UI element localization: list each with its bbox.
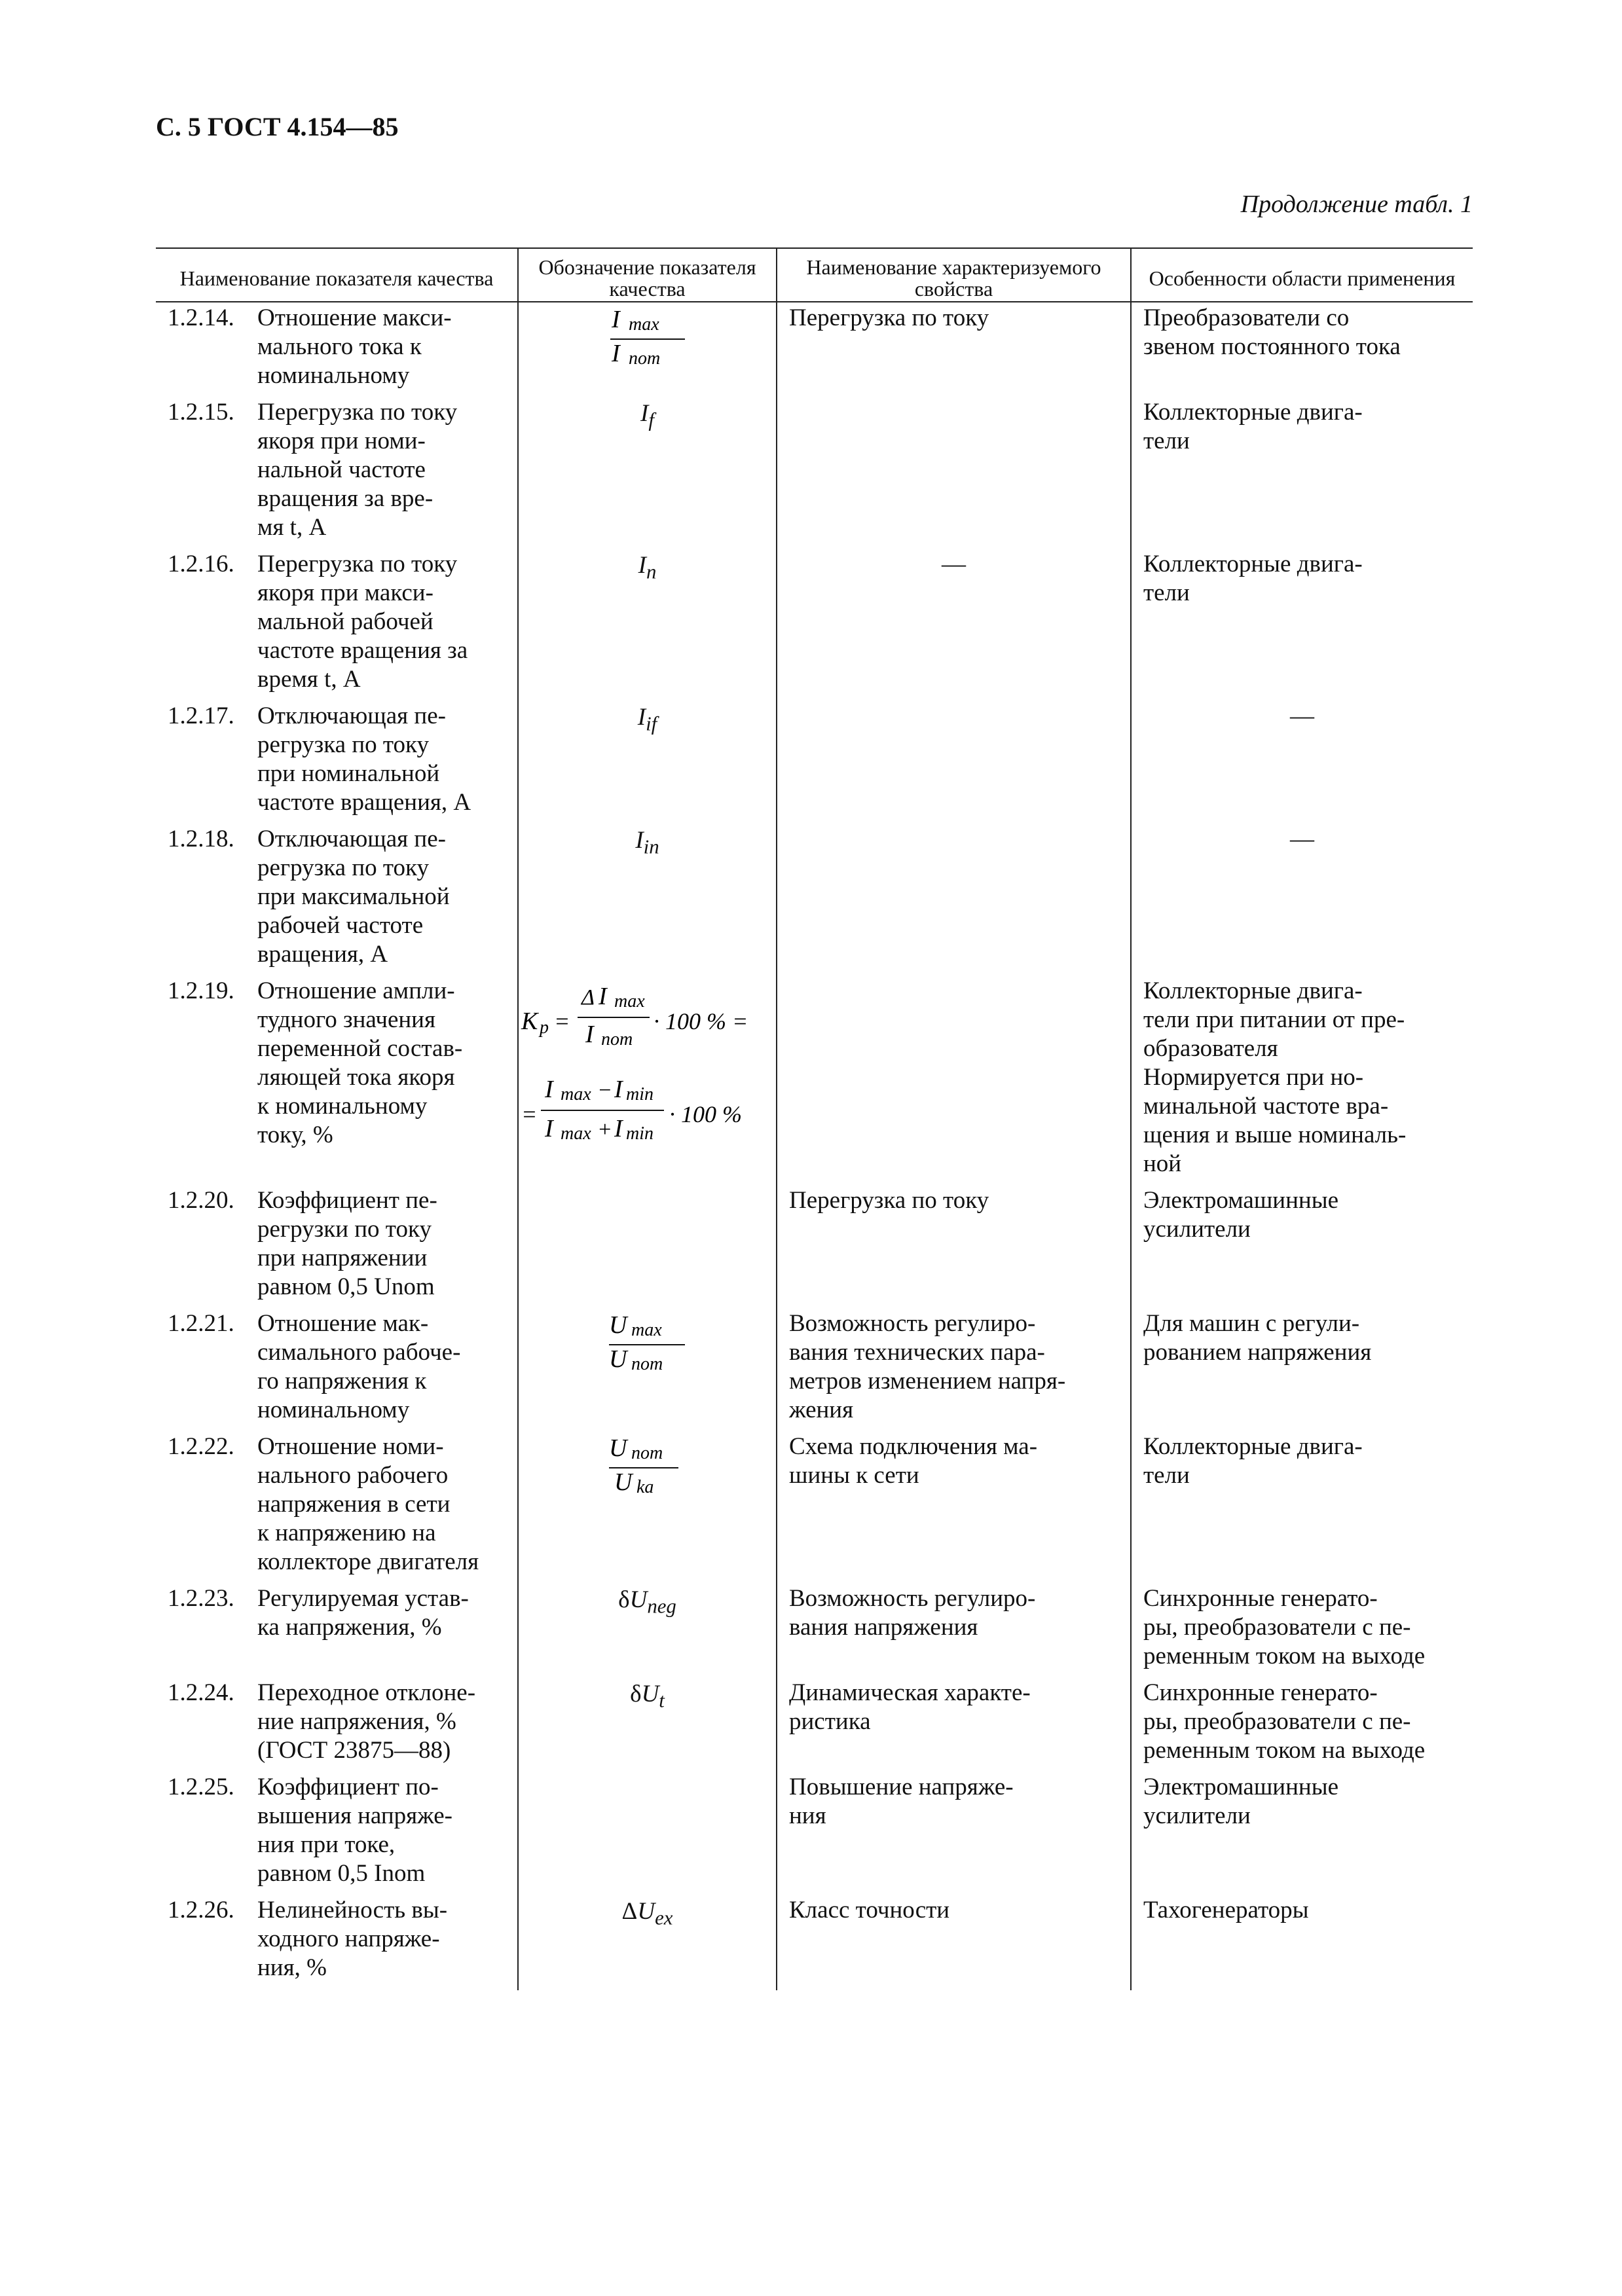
svg-text:nom: nom [600,1029,633,1049]
col-header-name: Наименование показателя качества [156,248,518,302]
row-property: Возможность регулиро- вания напряжения [789,1585,1036,1641]
svg-text:I: I [598,983,607,1010]
row-number: 1.2.18. [168,826,234,852]
svg-text:=: = [553,1008,570,1034]
table-row [156,302,1473,398]
svg-text:=: = [521,1101,537,1127]
row-feature: Преобразователи со звеном постоянного тока [1143,304,1401,360]
row-name: Отключающая пе- регрузка по току при максимальной рабочей частоте вращения, А [257,826,450,968]
row-name: Отношение мак- симального рабоче- го напряжения к номинальному [257,1310,461,1423]
row-property: Схема подключения ма- шины к сети [789,1433,1038,1489]
row-feature: Синхронные генерато- ры, преобразователи с пе- ременным током на выходе [1143,1679,1426,1764]
row-feature: — [1290,702,1314,729]
row-number: 1.2.26. [168,1897,234,1923]
row-name: Перегрузка по току якоря при макси- мальной рабочей частоте вращения за время t, А [257,551,468,693]
table-row [156,1309,1473,1432]
row-number: 1.2.20. [168,1187,234,1214]
row-number: 1.2.16. [168,551,234,577]
row-name: Переходное отклоне- ние напряжения, % (ГОСТ 23875—88) [257,1679,476,1764]
row-symbol: $\delta U_{neg}$ [518,1584,777,1679]
svg-text:nom: nom [628,348,660,369]
table-row [156,1186,1473,1309]
row-feature: Синхронные генерато- ры, преобразователи с пе- ременным током на выходе [1143,1585,1426,1669]
svg-text:U: U [608,1345,627,1373]
row-name: Отношение номи- нального рабочего напряжения в сети к напряжению на коллекторе двигателя [257,1433,479,1575]
row-name: Коэффициент пе- регрузки по току при напряжении равном 0,5 Unom [257,1187,437,1300]
row-property: — [942,551,966,577]
formula-umax-over-unom [605,1309,690,1375]
col-header-property: Наименование характеризуемого свойства [777,248,1131,302]
row-number: 1.2.14. [168,304,234,331]
table-row [156,825,1473,977]
row-symbol: $I_f$ [518,398,777,550]
col-header-feature: Особенности области применения [1131,248,1473,302]
svg-text:nom: nom [631,1354,663,1374]
row-symbol [518,977,777,1186]
svg-text:р: р [539,1017,549,1038]
table-row [156,398,1473,550]
table-row [156,1896,1473,1990]
svg-text:max: max [560,1123,591,1144]
row-property: Перегрузка по току [789,1187,989,1214]
svg-text:max: max [614,991,645,1011]
page-header: С. 5 ГОСТ 4.154—85 [156,112,399,141]
row-property: Возможность регулиро- вания технических пара- метров изменением напря- жения [789,1310,1066,1423]
svg-text:max: max [631,1320,662,1340]
svg-text:I: I [544,1076,553,1103]
table-row [156,1432,1473,1584]
row-symbol: $\delta U_t$ [518,1679,777,1773]
table-row [156,1584,1473,1679]
row-number: 1.2.19. [168,977,234,1004]
indicators-table [156,247,1473,1990]
row-feature: Коллекторные двига- тели [1143,551,1363,606]
row-symbol: $I_{if}$ [518,702,777,825]
row-number: 1.2.22. [168,1433,234,1460]
row-name: Отношение макси- мального тока к номинальному [257,304,452,389]
svg-text:I: I [614,1115,623,1142]
svg-text:nom: nom [631,1443,663,1463]
formula-unom-over-uka [605,1432,690,1498]
row-symbol [518,1186,777,1309]
svg-text:U: U [614,1468,632,1496]
svg-text:Δ: Δ [581,985,595,1010]
row-symbol [518,1309,777,1432]
svg-text:max: max [560,1084,591,1104]
row-feature: — [1290,826,1314,852]
row-symbol [518,302,777,398]
svg-text:I: I [611,340,620,367]
svg-text:· 100 %: · 100 % [669,1101,742,1127]
table-row [156,1773,1473,1896]
table-continuation-label: Продолжение табл. 1 [1240,191,1473,218]
svg-text:I: I [544,1115,553,1142]
row-feature: Коллекторные двига- тели [1143,399,1363,454]
row-name: Регулируемая устав- ка напряжения, % [257,1585,469,1641]
table-row [156,1679,1473,1773]
svg-text:ka: ka [636,1477,654,1497]
row-number: 1.2.24. [168,1679,234,1706]
table-row [156,702,1473,825]
row-feature: Электромашинные усилители [1143,1187,1338,1243]
formula-kp [520,977,775,1154]
row-name: Нелинейность вы- ходного напряже- ния, % [257,1897,448,1981]
row-number: 1.2.23. [168,1585,234,1612]
row-number: 1.2.15. [168,399,234,426]
row-property: Перегрузка по току [789,304,989,331]
formula-imax-over-inom [605,304,690,369]
row-symbol: $I_n$ [518,550,777,702]
row-property: Класс точности [789,1897,950,1923]
row-number: 1.2.17. [168,702,234,729]
svg-text:I: I [585,1021,594,1048]
row-number: 1.2.25. [168,1774,234,1800]
svg-text:min: min [625,1123,654,1144]
svg-text:U: U [608,1311,627,1339]
svg-text:−: − [597,1078,612,1102]
row-name: Отношение ампли- тудного значения переменной состав- ляющей тока якоря к номинальному току, % [257,977,463,1148]
row-symbol [518,1773,777,1896]
row-feature: Электромашинные усилители [1143,1774,1338,1829]
table-row [156,977,1473,1186]
row-feature: Коллекторные двига- тели при питании от пре- образователя Нормируется при но- минальной частоте вра- щения и выше номиналь- ной [1143,977,1407,1177]
row-property: Повышение напряже- ния [789,1774,1014,1829]
svg-text:U: U [608,1434,627,1462]
table-header-row [156,248,1473,302]
col-header-symbol: Обозначение показателя качества [518,248,777,302]
svg-text:K: K [521,1008,538,1035]
svg-text:max: max [628,314,659,335]
row-symbol: $\Delta U_{ex}$ [518,1896,777,1990]
row-name: Перегрузка по току якоря при номи- нальной частоте вращения за вре- мя t, А [257,399,458,541]
row-property: Динамическая характе- ристика [789,1679,1031,1735]
table-row [156,550,1473,702]
row-feature: Тахогенераторы [1143,1897,1309,1923]
svg-text:I: I [614,1076,623,1103]
svg-text:I: I [611,306,620,333]
row-name: Коэффициент по- вышения напряже- ния при токе, равном 0,5 Inom [257,1774,452,1887]
row-name: Отключающая пе- регрузка по току при номинальной частоте вращения, А [257,702,471,816]
row-symbol: $I_{in}$ [518,825,777,977]
svg-text:min: min [625,1084,654,1104]
row-symbol [518,1432,777,1584]
row-number: 1.2.21. [168,1310,234,1337]
svg-text:+: + [597,1118,612,1142]
svg-text:· 100 % =: · 100 % = [653,1008,748,1034]
row-feature: Коллекторные двига- тели [1143,1433,1363,1489]
row-feature: Для машин с регули- рованием напряжения [1143,1310,1372,1366]
